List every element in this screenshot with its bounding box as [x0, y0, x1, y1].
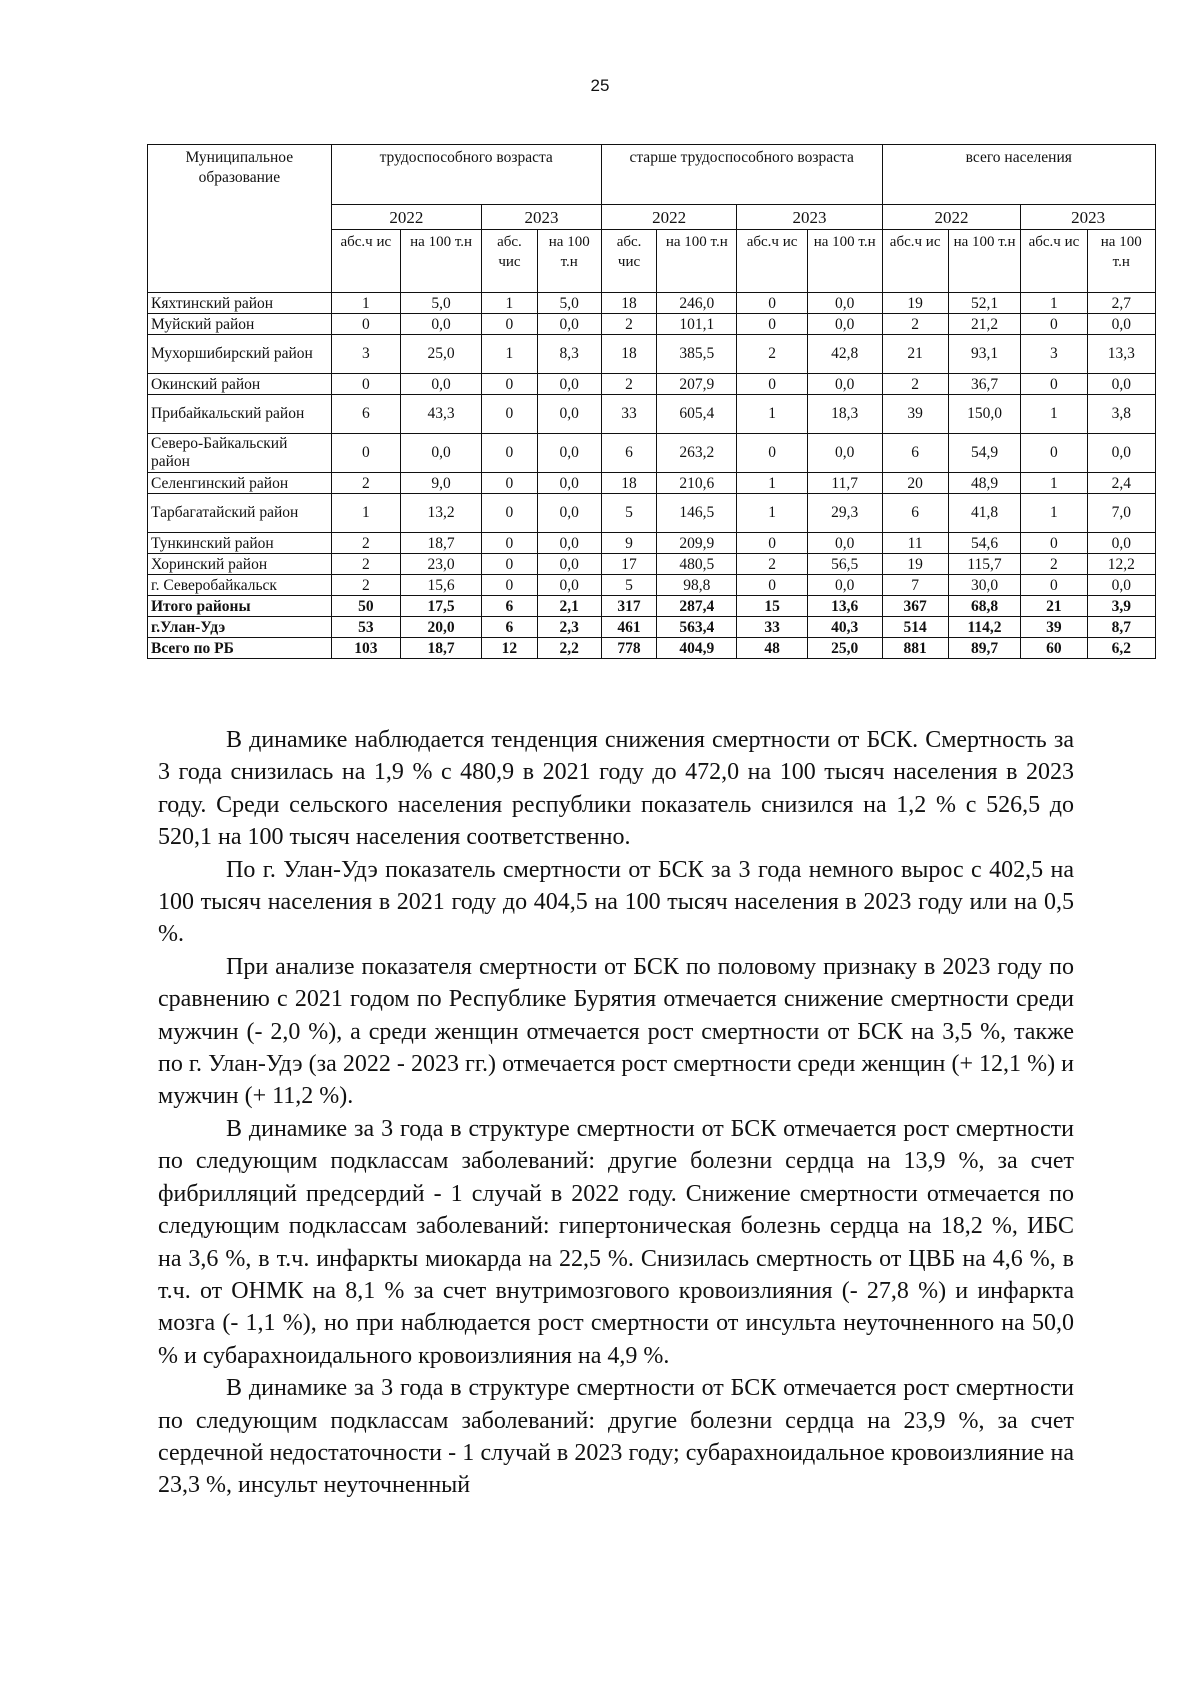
row-municipality-name: Прибайкальский район [148, 395, 332, 434]
row-value-cell: 13,2 [401, 494, 482, 533]
row-value-cell: 209,9 [657, 533, 737, 554]
row-value-cell: 8,7 [1087, 617, 1155, 638]
row-value-cell: 0,0 [537, 473, 601, 494]
row-value-cell: 0 [1021, 575, 1087, 596]
row-value-cell: 19 [882, 554, 948, 575]
header-group-older-than-working-age: старше трудоспособного возраста [601, 145, 882, 205]
row-value-cell: 0 [482, 314, 538, 335]
row-value-cell: 0,0 [537, 374, 601, 395]
row-value-cell: 43,3 [401, 395, 482, 434]
row-value-cell: 20,0 [401, 617, 482, 638]
row-value-cell: 1 [331, 494, 400, 533]
header-year: 2023 [482, 205, 602, 230]
header-subcolumn: на 100 т.н [807, 230, 882, 293]
table-row [148, 533, 1156, 554]
paragraph: В динамике за 3 года в структуре смертности от БСК отмечается рост смертности по следующим подклассам заболеваний: другие болезни сердца на 13,9 %, за счет фибрилляций предсердий - 1 случай в 2022 году. Снижение смертности отмечается по следующим подклассам заболеваний: гипертоническая болезнь сердца на 18,2 %, ИБС на 3,6 %, в т.ч. инфаркты миокарда на 22,5 %. Снизилась смертность от ЦВБ на 4,6 %, в т.ч. от ОНМК на 8,1 % за счет внутримозгового кровоизлияния (- 27,8 %) и инфаркта мозга (- 1,1 %), но при наблюдается рост смертности от инсульта неуточненного на 50,0 % и субарахноидального кровоизлияния на 4,9 %. [158, 1115, 1074, 1369]
row-value-cell: 33 [601, 395, 657, 434]
row-value-cell: 287,4 [657, 596, 737, 617]
row-value-cell: 0,0 [1087, 533, 1155, 554]
table-row [148, 314, 1156, 335]
row-value-cell: 0,0 [537, 575, 601, 596]
row-value-cell: 0 [482, 434, 538, 473]
row-value-cell: 0 [1021, 314, 1087, 335]
row-value-cell: 54,9 [948, 434, 1021, 473]
header-year: 2022 [601, 205, 737, 230]
row-municipality-name: г.Улан-Удэ [148, 617, 332, 638]
row-value-cell: 0 [331, 374, 400, 395]
table-row [148, 293, 1156, 314]
row-value-cell: 5,0 [401, 293, 482, 314]
table-row [148, 596, 1156, 617]
row-value-cell: 0,0 [537, 314, 601, 335]
row-value-cell: 25,0 [807, 638, 882, 659]
row-value-cell: 2 [882, 374, 948, 395]
row-value-cell: 367 [882, 596, 948, 617]
body-text [158, 724, 1074, 1502]
table-row [148, 434, 1156, 473]
row-value-cell: 3 [1021, 335, 1087, 374]
row-value-cell: 19 [882, 293, 948, 314]
row-value-cell: 0 [1021, 533, 1087, 554]
table-row [148, 395, 1156, 434]
row-value-cell: 0 [737, 374, 807, 395]
row-municipality-name: Мухоршибирский район [148, 335, 332, 374]
row-value-cell: 0 [331, 314, 400, 335]
paragraph: В динамике за 3 года в структуре смертности от БСК отмечается рост смертности по следующим подклассам заболеваний: другие болезни сердца на 23,9 %, за счет сердечной недостаточности - 1 случай в 2023 году; субарахноидальное кровоизлияние на 23,3 %, инсульт неуточненный [158, 1375, 1074, 1499]
row-value-cell: 6 [331, 395, 400, 434]
row-municipality-name: Итого районы [148, 596, 332, 617]
row-value-cell: 18 [601, 335, 657, 374]
row-value-cell: 21 [1021, 596, 1087, 617]
row-value-cell: 41,8 [948, 494, 1021, 533]
row-municipality-name: Хоринский район [148, 554, 332, 575]
row-value-cell: 263,2 [657, 434, 737, 473]
header-subcolumn: на 100 т.н [657, 230, 737, 293]
row-value-cell: 605,4 [657, 395, 737, 434]
row-value-cell: 404,9 [657, 638, 737, 659]
row-value-cell: 0,0 [807, 293, 882, 314]
row-value-cell: 17 [601, 554, 657, 575]
row-value-cell: 6 [882, 434, 948, 473]
row-value-cell: 6 [601, 434, 657, 473]
row-value-cell: 461 [601, 617, 657, 638]
row-value-cell: 15 [737, 596, 807, 617]
row-value-cell: 0 [737, 434, 807, 473]
table-row [148, 335, 1156, 374]
row-value-cell: 1 [331, 293, 400, 314]
header-subcolumn: абс.ч ис [1021, 230, 1087, 293]
row-value-cell: 8,3 [537, 335, 601, 374]
row-value-cell: 18,7 [401, 638, 482, 659]
row-value-cell: 2 [737, 335, 807, 374]
header-subcolumn: абс. чис [482, 230, 538, 293]
row-value-cell: 18 [601, 473, 657, 494]
row-value-cell: 0,0 [537, 533, 601, 554]
row-value-cell: 52,1 [948, 293, 1021, 314]
table-row [148, 473, 1156, 494]
row-municipality-name: Северо-Байкальский район [148, 434, 332, 473]
row-value-cell: 0 [482, 494, 538, 533]
row-value-cell: 39 [1021, 617, 1087, 638]
row-value-cell: 40,3 [807, 617, 882, 638]
table-row [148, 575, 1156, 596]
row-value-cell: 150,0 [948, 395, 1021, 434]
row-value-cell: 13,6 [807, 596, 882, 617]
row-value-cell: 101,1 [657, 314, 737, 335]
row-value-cell: 1 [1021, 473, 1087, 494]
row-value-cell: 2 [882, 314, 948, 335]
row-value-cell: 0 [737, 293, 807, 314]
row-value-cell: 1 [1021, 395, 1087, 434]
row-value-cell: 1 [482, 335, 538, 374]
row-value-cell: 17,5 [401, 596, 482, 617]
row-value-cell: 7,0 [1087, 494, 1155, 533]
row-value-cell: 56,5 [807, 554, 882, 575]
row-value-cell: 89,7 [948, 638, 1021, 659]
row-value-cell: 317 [601, 596, 657, 617]
header-municipality: Муниципальное образование [148, 145, 332, 293]
row-municipality-name: Всего по РБ [148, 638, 332, 659]
row-value-cell: 778 [601, 638, 657, 659]
row-value-cell: 115,7 [948, 554, 1021, 575]
row-value-cell: 42,8 [807, 335, 882, 374]
row-value-cell: 1 [737, 395, 807, 434]
header-year: 2022 [882, 205, 1021, 230]
row-value-cell: 11 [882, 533, 948, 554]
row-value-cell: 18,3 [807, 395, 882, 434]
row-value-cell: 0,0 [807, 533, 882, 554]
row-value-cell: 0 [737, 314, 807, 335]
row-value-cell: 0 [482, 575, 538, 596]
row-value-cell: 1 [482, 293, 538, 314]
row-value-cell: 0 [737, 575, 807, 596]
row-value-cell: 2,4 [1087, 473, 1155, 494]
row-value-cell: 210,6 [657, 473, 737, 494]
row-value-cell: 25,0 [401, 335, 482, 374]
header-subcolumn: абс.ч ис [882, 230, 948, 293]
row-value-cell: 0,0 [537, 395, 601, 434]
row-value-cell: 0,0 [1087, 374, 1155, 395]
row-value-cell: 60 [1021, 638, 1087, 659]
row-value-cell: 114,2 [948, 617, 1021, 638]
row-value-cell: 2,2 [537, 638, 601, 659]
row-value-cell: 0,0 [807, 434, 882, 473]
row-value-cell: 9,0 [401, 473, 482, 494]
row-value-cell: 15,6 [401, 575, 482, 596]
row-value-cell: 11,7 [807, 473, 882, 494]
header-group-working-age: трудоспособного возраста [331, 145, 601, 205]
row-value-cell: 13,3 [1087, 335, 1155, 374]
row-value-cell: 0 [331, 434, 400, 473]
row-value-cell: 7 [882, 575, 948, 596]
row-value-cell: 2 [601, 314, 657, 335]
row-value-cell: 33 [737, 617, 807, 638]
row-value-cell: 98,8 [657, 575, 737, 596]
row-value-cell: 68,8 [948, 596, 1021, 617]
row-value-cell: 2 [737, 554, 807, 575]
row-value-cell: 6 [482, 596, 538, 617]
header-subcolumn: абс. чис [601, 230, 657, 293]
table-row [148, 494, 1156, 533]
row-value-cell: 0,0 [807, 314, 882, 335]
row-value-cell: 12 [482, 638, 538, 659]
row-value-cell: 0,0 [1087, 434, 1155, 473]
row-value-cell: 0,0 [807, 374, 882, 395]
row-value-cell: 0,0 [537, 554, 601, 575]
row-value-cell: 881 [882, 638, 948, 659]
row-value-cell: 93,1 [948, 335, 1021, 374]
row-value-cell: 48,9 [948, 473, 1021, 494]
row-value-cell: 6 [882, 494, 948, 533]
row-value-cell: 3,8 [1087, 395, 1155, 434]
row-value-cell: 39 [882, 395, 948, 434]
row-value-cell: 1 [737, 494, 807, 533]
row-value-cell: 0,0 [1087, 314, 1155, 335]
row-value-cell: 0,0 [401, 434, 482, 473]
row-value-cell: 385,5 [657, 335, 737, 374]
row-value-cell: 6 [482, 617, 538, 638]
row-value-cell: 0 [482, 533, 538, 554]
row-value-cell: 0,0 [537, 494, 601, 533]
row-value-cell: 0,0 [807, 575, 882, 596]
row-value-cell: 5,0 [537, 293, 601, 314]
header-subcolumn: на 100 т.н [537, 230, 601, 293]
header-subcolumn: на 100 т.н [401, 230, 482, 293]
row-value-cell: 3 [331, 335, 400, 374]
row-value-cell: 2 [331, 575, 400, 596]
row-value-cell: 9 [601, 533, 657, 554]
row-value-cell: 2 [331, 473, 400, 494]
row-value-cell: 36,7 [948, 374, 1021, 395]
row-value-cell: 563,4 [657, 617, 737, 638]
row-value-cell: 12,2 [1087, 554, 1155, 575]
row-municipality-name: Муйский район [148, 314, 332, 335]
row-value-cell: 0,0 [401, 314, 482, 335]
row-value-cell: 0 [482, 473, 538, 494]
row-value-cell: 0,0 [1087, 575, 1155, 596]
header-subcolumn: абс.ч ис [331, 230, 400, 293]
header-subcolumn: на 100 т.н [948, 230, 1021, 293]
header-group-total-population: всего населения [882, 145, 1155, 205]
row-value-cell: 0,0 [537, 434, 601, 473]
row-value-cell: 103 [331, 638, 400, 659]
row-value-cell: 2,1 [537, 596, 601, 617]
row-value-cell: 480,5 [657, 554, 737, 575]
header-year: 2022 [331, 205, 482, 230]
row-value-cell: 2 [1021, 554, 1087, 575]
row-value-cell: 18,7 [401, 533, 482, 554]
row-value-cell: 48 [737, 638, 807, 659]
row-value-cell: 0 [1021, 374, 1087, 395]
page-number: 25 [590, 76, 610, 95]
row-municipality-name: Окинский район [148, 374, 332, 395]
header-year: 2023 [737, 205, 882, 230]
row-value-cell: 20 [882, 473, 948, 494]
row-value-cell: 0 [1021, 434, 1087, 473]
row-value-cell: 5 [601, 575, 657, 596]
row-value-cell: 2 [331, 533, 400, 554]
paragraph: В динамике наблюдается тенденция снижения смертности от БСК. Смертность за 3 года снизилась на 1,9 % с 480,9 в 2021 году до 472,0 на 100 тысяч населения в 2023 году. Среди сельского населения республики показатель снизился на 1,2 % с 526,5 до 520,1 на 100 тысяч населения соответственно. [158, 727, 1074, 851]
row-value-cell: 53 [331, 617, 400, 638]
header-subcolumn: абс.ч ис [737, 230, 807, 293]
row-value-cell: 29,3 [807, 494, 882, 533]
row-value-cell: 2 [331, 554, 400, 575]
table-row [148, 374, 1156, 395]
row-value-cell: 1 [1021, 494, 1087, 533]
row-value-cell: 50 [331, 596, 400, 617]
row-municipality-name: Тарбагатайский район [148, 494, 332, 533]
row-value-cell: 246,0 [657, 293, 737, 314]
row-value-cell: 21,2 [948, 314, 1021, 335]
row-value-cell: 6,2 [1087, 638, 1155, 659]
row-value-cell: 0 [482, 395, 538, 434]
mortality-table [147, 144, 1156, 659]
row-value-cell: 207,9 [657, 374, 737, 395]
row-value-cell: 2,3 [537, 617, 601, 638]
row-value-cell: 23,0 [401, 554, 482, 575]
row-value-cell: 54,6 [948, 533, 1021, 554]
row-value-cell: 0,0 [401, 374, 482, 395]
header-year: 2023 [1021, 205, 1156, 230]
row-municipality-name: Тункинский район [148, 533, 332, 554]
row-value-cell: 2,7 [1087, 293, 1155, 314]
paragraph: По г. Улан-Удэ показатель смертности от БСК за 3 года немного вырос с 402,5 на 100 тысяч населения в 2021 году до 404,5 на 100 тысяч населения в 2023 году или на 0,5 %. [158, 856, 1074, 948]
row-value-cell: 0 [482, 554, 538, 575]
row-value-cell: 0 [737, 533, 807, 554]
row-value-cell: 30,0 [948, 575, 1021, 596]
row-value-cell: 5 [601, 494, 657, 533]
row-value-cell: 21 [882, 335, 948, 374]
row-value-cell: 2 [601, 374, 657, 395]
row-value-cell: 1 [1021, 293, 1087, 314]
table-row [148, 638, 1156, 659]
row-value-cell: 1 [737, 473, 807, 494]
row-value-cell: 514 [882, 617, 948, 638]
header-subcolumn: на 100 т.н [1087, 230, 1155, 293]
row-value-cell: 146,5 [657, 494, 737, 533]
paragraph: При анализе показателя смертности от БСК по половому признаку в 2023 году по сравнению с 2021 годом по Республике Бурятия отмечается снижение смертности среди мужчин (- 2,0 %), а среди женщин отмечается рост смертности от БСК на 3,5 %, также по г. Улан-Удэ (за 2022 - 2023 гг.) отмечается рост смертности среди женщин (+ 12,1 %) и мужчин (+ 11,2 %). [158, 953, 1074, 1110]
row-value-cell: 18 [601, 293, 657, 314]
row-municipality-name: Селенгинский район [148, 473, 332, 494]
row-value-cell: 3,9 [1087, 596, 1155, 617]
row-value-cell: 0 [482, 374, 538, 395]
table-row [148, 554, 1156, 575]
row-municipality-name: г. Северобайкальск [148, 575, 332, 596]
row-municipality-name: Кяхтинский район [148, 293, 332, 314]
table-row [148, 617, 1156, 638]
